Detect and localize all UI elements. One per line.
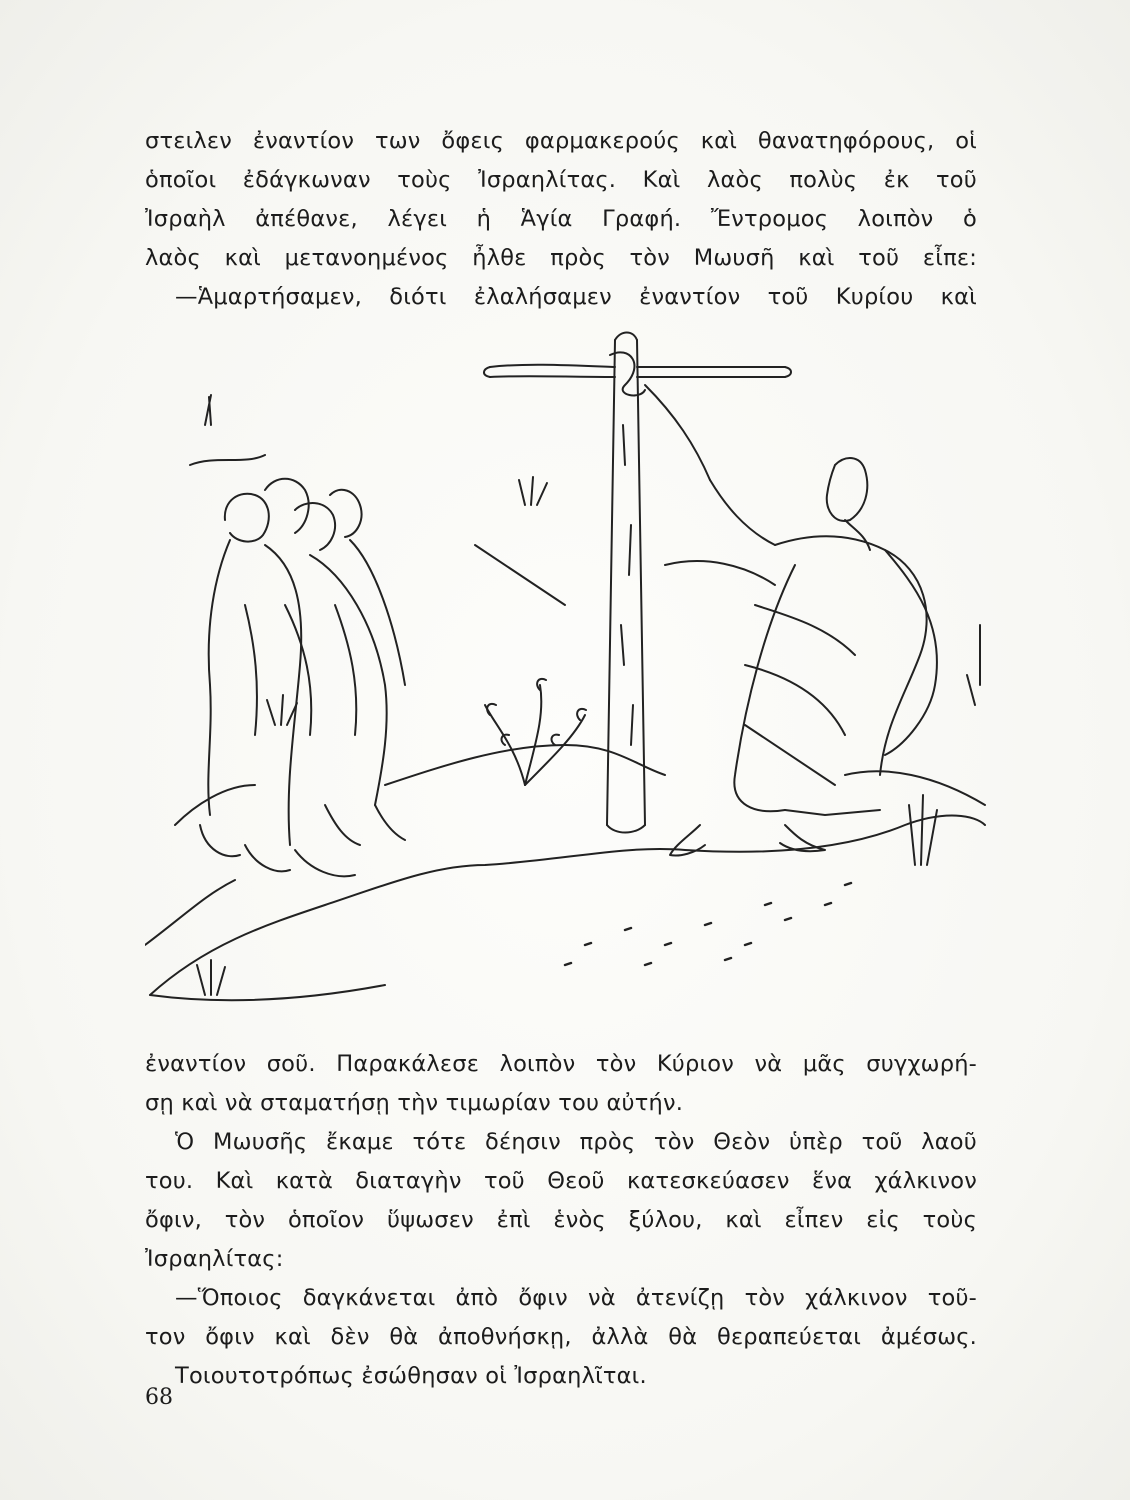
text-line: —Ἁμαρτήσαμεν, διότι ἐλαλήσαμεν ἐναντίον τοῦ Κυρίου καὶ [175, 284, 977, 310]
bottom-paragraph [145, 1045, 977, 1396]
top-paragraph [145, 122, 977, 317]
text-line: ὁποῖοι ἐδάγκωναν τοὺς Ἰσραηλίτας. Καὶ λαὸς πολὺς ἐκ τοῦ [145, 167, 977, 193]
page-number: 68 [145, 1385, 173, 1410]
text-line: τον ὄφιν καὶ δὲν θὰ ἀποθνήσκῃ, ἀλλὰ θὰ θεραπεύεται ἀμέσως. [145, 1324, 977, 1350]
text-line: σῃ καὶ νὰ σταματήσῃ τὴν τιμωρίαν του αὐτήν. [145, 1090, 684, 1116]
text-line: στειλεν ἐναντίον των ὄφεις φαρμακερούς καὶ θανατηφόρους, οἱ [145, 128, 977, 154]
text-line: ἐναντίον σοῦ. Παρακάλεσε λοιπὸν τὸν Κύριον νὰ μᾶς συγχωρή- [145, 1051, 977, 1077]
text-line: Ἰσραηλίτας: [145, 1246, 284, 1272]
text-line: Ὁ Μωυσῆς ἔκαμε τότε δέησιν πρὸς τὸν Θεὸν ὑπὲρ τοῦ λαοῦ [175, 1129, 977, 1155]
bronze-serpent-illustration [145, 305, 990, 1035]
text-line: λαὸς καὶ μετανοημένος ἦλθε πρὸς τὸν Μωυσῆ καὶ τοῦ εἶπε: [145, 245, 977, 271]
text-line: Τοιουτοτρόπως ἐσώθησαν οἱ Ἰσραηλῖται. [175, 1363, 647, 1389]
text-line: —Ὅποιος δαγκάνεται ἀπὸ ὄφιν νὰ ἀτενίζῃ τὸν χάλκινον τοῦ- [175, 1285, 977, 1311]
text-line: ὄφιν, τὸν ὁποῖον ὕψωσεν ἐπὶ ἑνὸς ξύλου, καὶ εἶπεν εἰς τοὺς [145, 1207, 977, 1233]
text-line: του. Καὶ κατὰ διαταγὴν τοῦ Θεοῦ κατεσκεύασεν ἕνα χάλκινον [145, 1168, 977, 1194]
text-line: Ἰσραὴλ ἀπέθανε, λέγει ἡ Ἁγία Γραφή. Ἔντρομος λοιπὸν ὁ [145, 206, 977, 232]
